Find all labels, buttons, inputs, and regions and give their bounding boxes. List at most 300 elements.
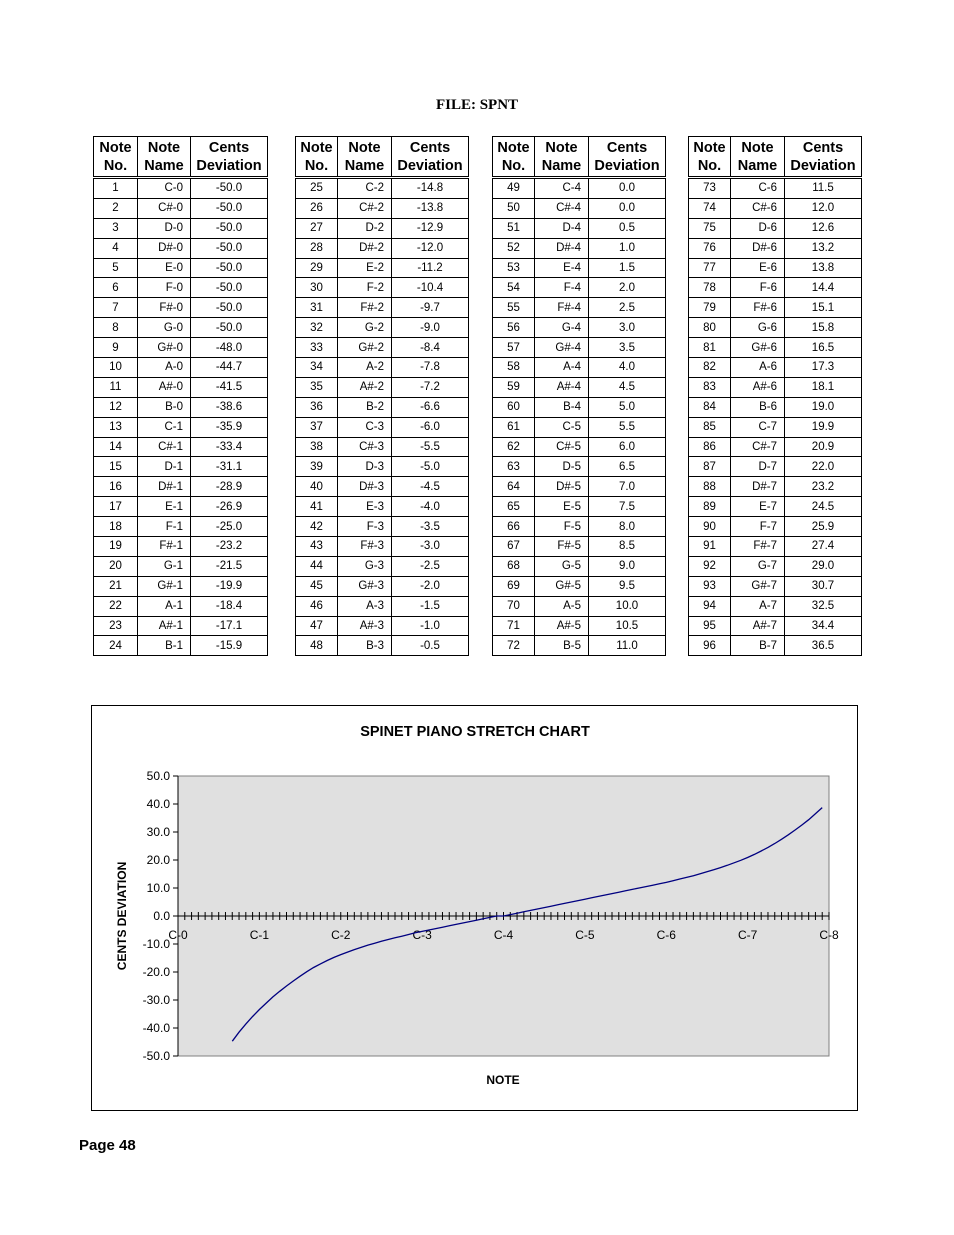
cents-deviation: -44.7	[191, 358, 268, 378]
note-number: 5	[94, 258, 138, 278]
cents-deviation: -26.9	[191, 497, 268, 517]
table-row	[689, 397, 862, 417]
note-name: C-3	[338, 417, 392, 437]
cents-deviation: 30.7	[785, 576, 862, 596]
note-number: 51	[493, 218, 535, 238]
note-name: C#-1	[138, 437, 191, 457]
note-number: 89	[689, 497, 731, 517]
note-name: D-3	[338, 457, 392, 477]
y-tick-label: 20.0	[146, 853, 170, 867]
note-name: A#-2	[338, 377, 392, 397]
note-number: 38	[296, 437, 338, 457]
table-row	[296, 636, 469, 656]
note-number: 8	[94, 318, 138, 338]
note-name: A-0	[138, 358, 191, 378]
cents-deviation: 0.0	[589, 178, 666, 199]
note-name: A#-6	[731, 377, 785, 397]
note-number: 69	[493, 576, 535, 596]
cents-deviation: -5.5	[392, 437, 469, 457]
cents-deviation: -14.8	[392, 178, 469, 199]
note-name: E-2	[338, 258, 392, 278]
note-number: 67	[493, 537, 535, 557]
cents-deviation: -4.5	[392, 477, 469, 497]
note-number: 14	[94, 437, 138, 457]
table-row	[493, 477, 666, 497]
header-cents-deviation: Cents Deviation	[785, 137, 862, 178]
note-name: F#-1	[138, 537, 191, 557]
note-name: A-5	[535, 596, 589, 616]
note-name: C#-7	[731, 437, 785, 457]
note-number: 53	[493, 258, 535, 278]
table-row	[296, 278, 469, 298]
table-row	[94, 537, 268, 557]
table-row	[94, 358, 268, 378]
note-number: 37	[296, 417, 338, 437]
x-tick-label: C-4	[493, 928, 514, 942]
note-number: 81	[689, 338, 731, 358]
table-row	[94, 636, 268, 656]
note-number: 9	[94, 338, 138, 358]
table-row	[493, 537, 666, 557]
note-name: D#-0	[138, 238, 191, 258]
note-name: B-1	[138, 636, 191, 656]
note-number: 47	[296, 616, 338, 636]
note-number: 58	[493, 358, 535, 378]
cents-deviation: 6.0	[589, 437, 666, 457]
table-row	[689, 417, 862, 437]
table-row	[493, 278, 666, 298]
note-name: A-4	[535, 358, 589, 378]
note-number: 87	[689, 457, 731, 477]
cents-deviation: 1.0	[589, 238, 666, 258]
note-number: 90	[689, 517, 731, 537]
note-name: G#-3	[338, 576, 392, 596]
note-name: A#-1	[138, 616, 191, 636]
note-name: F#-0	[138, 298, 191, 318]
note-name: B-0	[138, 397, 191, 417]
table-row	[493, 616, 666, 636]
table-row	[689, 198, 862, 218]
note-name: D-7	[731, 457, 785, 477]
table-row	[689, 517, 862, 537]
cents-deviation: -50.0	[191, 178, 268, 199]
note-number: 93	[689, 576, 731, 596]
note-name: G-5	[535, 556, 589, 576]
note-number: 49	[493, 178, 535, 199]
y-tick-label: -10.0	[142, 937, 170, 951]
table-row	[689, 437, 862, 457]
table-row	[689, 497, 862, 517]
cents-deviation: -4.0	[392, 497, 469, 517]
note-name: B-7	[731, 636, 785, 656]
note-number: 60	[493, 397, 535, 417]
note-number: 26	[296, 198, 338, 218]
note-name: G#-5	[535, 576, 589, 596]
table-row	[689, 537, 862, 557]
cents-deviation: -41.5	[191, 377, 268, 397]
note-number: 4	[94, 238, 138, 258]
note-number: 78	[689, 278, 731, 298]
table-row	[94, 318, 268, 338]
cents-deviation: 36.5	[785, 636, 862, 656]
note-number: 36	[296, 397, 338, 417]
cents-deviation: -3.0	[392, 537, 469, 557]
x-tick-label: C-6	[656, 928, 676, 942]
note-number: 16	[94, 477, 138, 497]
note-name: F#-3	[338, 537, 392, 557]
note-number: 22	[94, 596, 138, 616]
x-axis-label: NOTE	[486, 1073, 520, 1087]
note-name: D-2	[338, 218, 392, 238]
note-name: G#-0	[138, 338, 191, 358]
table-row	[689, 556, 862, 576]
table-row	[493, 417, 666, 437]
table-row	[689, 596, 862, 616]
note-name: A#-0	[138, 377, 191, 397]
note-number: 32	[296, 318, 338, 338]
chart-svg	[92, 706, 859, 1112]
header-note-no: Note No.	[296, 137, 338, 178]
table-row	[493, 258, 666, 278]
table-row	[493, 338, 666, 358]
note-number: 75	[689, 218, 731, 238]
note-number: 94	[689, 596, 731, 616]
note-number: 48	[296, 636, 338, 656]
header-note-name: Note Name	[535, 137, 589, 178]
table-row	[493, 517, 666, 537]
note-name: A#-7	[731, 616, 785, 636]
note-number: 84	[689, 397, 731, 417]
note-number: 66	[493, 517, 535, 537]
table-row	[689, 258, 862, 278]
table-row	[94, 457, 268, 477]
note-number: 29	[296, 258, 338, 278]
note-number: 45	[296, 576, 338, 596]
cents-deviation: 24.5	[785, 497, 862, 517]
note-name: C-7	[731, 417, 785, 437]
cents-deviation: 18.1	[785, 377, 862, 397]
cents-deviation: 34.4	[785, 616, 862, 636]
note-number: 13	[94, 417, 138, 437]
note-name: C-4	[535, 178, 589, 199]
note-number: 28	[296, 238, 338, 258]
note-number: 6	[94, 278, 138, 298]
cents-deviation: 8.0	[589, 517, 666, 537]
note-name: F#-6	[731, 298, 785, 318]
cents-deviation: 6.5	[589, 457, 666, 477]
note-name: D#-5	[535, 477, 589, 497]
table-row	[94, 298, 268, 318]
table-row	[296, 198, 469, 218]
note-name: D#-3	[338, 477, 392, 497]
cents-deviation: -33.4	[191, 437, 268, 457]
cents-deviation: 7.0	[589, 477, 666, 497]
cents-deviation: 17.3	[785, 358, 862, 378]
note-number: 1	[94, 178, 138, 199]
x-tick-label: C-2	[331, 928, 351, 942]
cents-deviation: -50.0	[191, 218, 268, 238]
stretch-chart	[91, 705, 858, 1111]
cents-deviation: 4.0	[589, 358, 666, 378]
note-number: 42	[296, 517, 338, 537]
note-number: 54	[493, 278, 535, 298]
note-name: C-6	[731, 178, 785, 199]
note-name: C#-4	[535, 198, 589, 218]
table-row	[296, 318, 469, 338]
cents-deviation: -2.5	[392, 556, 469, 576]
cents-deviation: -9.7	[392, 298, 469, 318]
table-row	[493, 298, 666, 318]
note-number: 46	[296, 596, 338, 616]
table-row	[296, 537, 469, 557]
cents-deviation: -50.0	[191, 238, 268, 258]
note-table-2	[295, 136, 469, 656]
note-name: D#-1	[138, 477, 191, 497]
note-name: F-5	[535, 517, 589, 537]
note-number: 3	[94, 218, 138, 238]
table-row	[689, 477, 862, 497]
table-row	[94, 258, 268, 278]
note-number: 40	[296, 477, 338, 497]
cents-deviation: 11.0	[589, 636, 666, 656]
y-tick-label: -30.0	[142, 993, 170, 1007]
cents-deviation: 0.0	[589, 198, 666, 218]
table-row	[296, 218, 469, 238]
cents-deviation: -35.9	[191, 417, 268, 437]
note-number: 82	[689, 358, 731, 378]
cents-deviation: -50.0	[191, 298, 268, 318]
table-row	[296, 497, 469, 517]
table-row	[493, 198, 666, 218]
cents-deviation: -7.8	[392, 358, 469, 378]
table-row	[689, 318, 862, 338]
table-row	[493, 358, 666, 378]
cents-deviation: -6.6	[392, 397, 469, 417]
table-row	[689, 457, 862, 477]
note-name: D-1	[138, 457, 191, 477]
cents-deviation: 5.5	[589, 417, 666, 437]
table-row	[296, 417, 469, 437]
note-number: 34	[296, 358, 338, 378]
table-row	[689, 338, 862, 358]
cents-deviation: -7.2	[392, 377, 469, 397]
cents-deviation: -11.2	[392, 258, 469, 278]
cents-deviation: -10.4	[392, 278, 469, 298]
note-name: C#-3	[338, 437, 392, 457]
cents-deviation: 10.5	[589, 616, 666, 636]
note-name: C-5	[535, 417, 589, 437]
note-number: 83	[689, 377, 731, 397]
file-title: FILE: SPNT	[435, 97, 519, 113]
note-name: F#-2	[338, 298, 392, 318]
note-number: 59	[493, 377, 535, 397]
note-name: E-0	[138, 258, 191, 278]
note-number: 79	[689, 298, 731, 318]
table-row	[689, 278, 862, 298]
note-number: 70	[493, 596, 535, 616]
table-row	[296, 477, 469, 497]
note-number: 95	[689, 616, 731, 636]
cents-deviation: 12.6	[785, 218, 862, 238]
note-name: B-3	[338, 636, 392, 656]
x-tick-label: C-8	[819, 928, 839, 942]
table-row	[296, 517, 469, 537]
note-name: C-2	[338, 178, 392, 199]
cents-deviation: 11.5	[785, 178, 862, 199]
cents-deviation: 0.5	[589, 218, 666, 238]
note-number: 68	[493, 556, 535, 576]
note-number: 30	[296, 278, 338, 298]
cents-deviation: -48.0	[191, 338, 268, 358]
cents-deviation: -3.5	[392, 517, 469, 537]
table-row	[94, 218, 268, 238]
cents-deviation: 2.5	[589, 298, 666, 318]
note-number: 44	[296, 556, 338, 576]
table-row	[94, 477, 268, 497]
note-name: F-0	[138, 278, 191, 298]
note-name: A#-5	[535, 616, 589, 636]
cents-deviation: -0.5	[392, 636, 469, 656]
cents-deviation: -1.0	[392, 616, 469, 636]
cents-deviation: 16.5	[785, 338, 862, 358]
note-name: A-7	[731, 596, 785, 616]
note-number: 50	[493, 198, 535, 218]
table-row	[689, 298, 862, 318]
cents-deviation: 19.0	[785, 397, 862, 417]
note-number: 74	[689, 198, 731, 218]
table-row	[689, 636, 862, 656]
table-row	[94, 596, 268, 616]
table-row	[94, 417, 268, 437]
note-number: 11	[94, 377, 138, 397]
header-note-name: Note Name	[731, 137, 785, 178]
table-row	[296, 298, 469, 318]
note-name: D-6	[731, 218, 785, 238]
note-number: 31	[296, 298, 338, 318]
cents-deviation: 10.0	[589, 596, 666, 616]
x-tick-label: C-0	[168, 928, 188, 942]
note-name: F-4	[535, 278, 589, 298]
note-number: 35	[296, 377, 338, 397]
note-name: F-6	[731, 278, 785, 298]
cents-deviation: -2.0	[392, 576, 469, 596]
note-name: G-4	[535, 318, 589, 338]
note-name: E-6	[731, 258, 785, 278]
y-tick-label: -20.0	[142, 965, 170, 979]
note-name: F-7	[731, 517, 785, 537]
cents-deviation: -12.9	[392, 218, 469, 238]
table-row	[94, 556, 268, 576]
table-row	[296, 338, 469, 358]
note-name: C#-5	[535, 437, 589, 457]
note-number: 64	[493, 477, 535, 497]
note-name: E-4	[535, 258, 589, 278]
note-name: E-3	[338, 497, 392, 517]
cents-deviation: -9.0	[392, 318, 469, 338]
header-note-name: Note Name	[138, 137, 191, 178]
y-tick-label: -40.0	[142, 1021, 170, 1035]
cents-deviation: 23.2	[785, 477, 862, 497]
note-number: 57	[493, 338, 535, 358]
cents-deviation: 29.0	[785, 556, 862, 576]
note-name: A-1	[138, 596, 191, 616]
table-row	[94, 338, 268, 358]
note-name: C#-6	[731, 198, 785, 218]
cents-deviation: 7.5	[589, 497, 666, 517]
note-name: D#-4	[535, 238, 589, 258]
cents-deviation: -15.9	[191, 636, 268, 656]
cents-deviation: -50.0	[191, 198, 268, 218]
note-name: A#-3	[338, 616, 392, 636]
note-name: F#-7	[731, 537, 785, 557]
note-number: 23	[94, 616, 138, 636]
note-number: 25	[296, 178, 338, 199]
note-number: 2	[94, 198, 138, 218]
note-number: 91	[689, 537, 731, 557]
cents-deviation: 3.5	[589, 338, 666, 358]
table-row	[689, 377, 862, 397]
header-note-no: Note No.	[689, 137, 731, 178]
y-tick-label: 30.0	[146, 825, 170, 839]
header-cents-deviation: Cents Deviation	[589, 137, 666, 178]
table-row	[94, 278, 268, 298]
cents-deviation: -18.4	[191, 596, 268, 616]
cents-deviation: 27.4	[785, 537, 862, 557]
note-name: D#-2	[338, 238, 392, 258]
cents-deviation: 19.9	[785, 417, 862, 437]
note-name: D-4	[535, 218, 589, 238]
table-row	[296, 377, 469, 397]
note-number: 12	[94, 397, 138, 417]
cents-deviation: 9.5	[589, 576, 666, 596]
table-row	[296, 358, 469, 378]
note-number: 80	[689, 318, 731, 338]
cents-deviation: 8.5	[589, 537, 666, 557]
table-row	[689, 358, 862, 378]
table-row	[493, 457, 666, 477]
cents-deviation: -8.4	[392, 338, 469, 358]
table-row	[689, 178, 862, 199]
note-name: C#-0	[138, 198, 191, 218]
note-number: 21	[94, 576, 138, 596]
cents-deviation: -23.2	[191, 537, 268, 557]
cents-deviation: -50.0	[191, 318, 268, 338]
x-tick-label: C-7	[737, 928, 758, 942]
cents-deviation: -38.6	[191, 397, 268, 417]
table-row	[493, 556, 666, 576]
cents-deviation: -17.1	[191, 616, 268, 636]
note-name: C-0	[138, 178, 191, 199]
note-number: 92	[689, 556, 731, 576]
table-row	[94, 437, 268, 457]
cents-deviation: -25.0	[191, 517, 268, 537]
table-row	[94, 616, 268, 636]
note-number: 55	[493, 298, 535, 318]
cents-deviation: -50.0	[191, 278, 268, 298]
cents-deviation: 5.0	[589, 397, 666, 417]
cents-deviation: 22.0	[785, 457, 862, 477]
note-name: G#-7	[731, 576, 785, 596]
note-number: 52	[493, 238, 535, 258]
cents-deviation: 4.5	[589, 377, 666, 397]
note-number: 62	[493, 437, 535, 457]
note-number: 86	[689, 437, 731, 457]
note-number: 39	[296, 457, 338, 477]
table-row	[296, 457, 469, 477]
note-name: A-3	[338, 596, 392, 616]
note-name: G#-6	[731, 338, 785, 358]
note-name: A-6	[731, 358, 785, 378]
